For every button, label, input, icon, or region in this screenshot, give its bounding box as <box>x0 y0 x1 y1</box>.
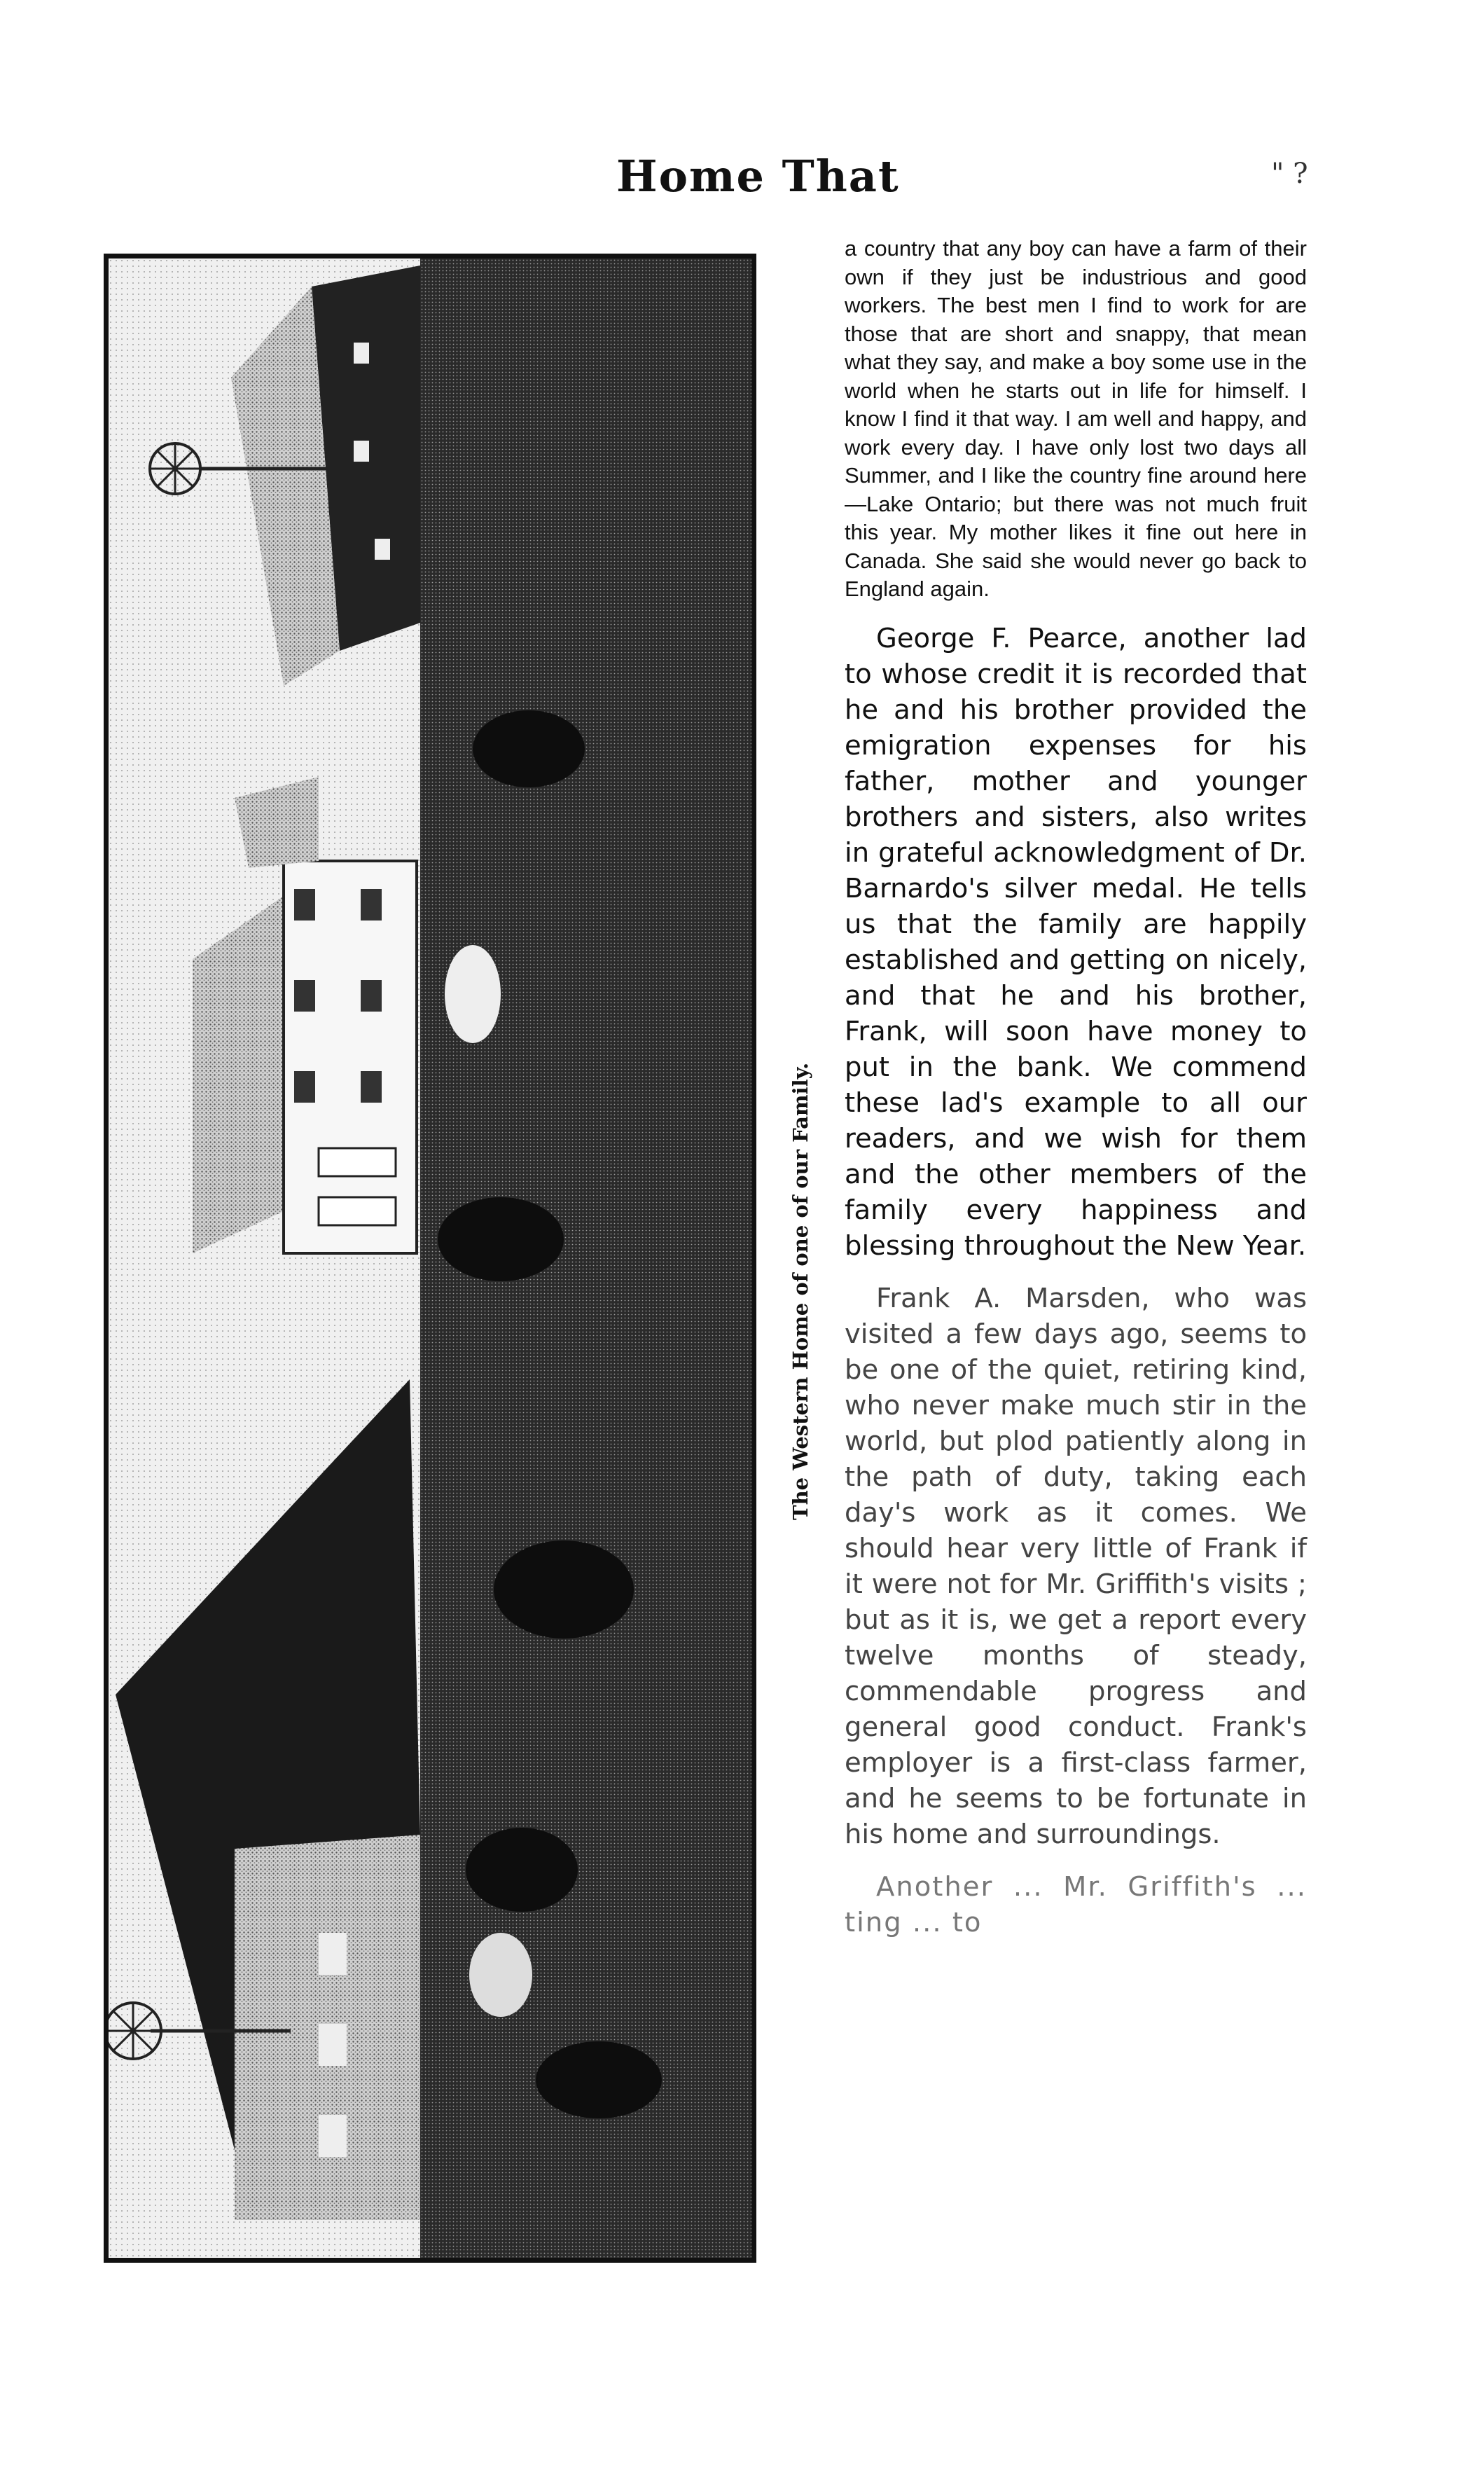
paragraph-letter-continuation: a country that any boy can have a farm of their own if they just be industrious and good workers. The best men I find to work for are those that are short and snappy, that mean what they say, and make a boy some use in the world when he starts out in life for himself. I know I find it that way. I am well and happy, and work every day. I have only lost two days all Summer, and I like the country fine around here—Lake Ontario; but there was not much fruit this year. My mother likes it fine out here in Canada. She said she would never go back to England again. <box>845 236 1307 601</box>
caption-text: The Western Home of one of our Family. <box>789 1062 812 1520</box>
paragraph-frank-marsden: Frank A. Marsden, who was visited a few days ago, seems to be one of the quiet, retiring kind, who never make much stir in the world, but plod patiently along in the path of duty, taking each day's work as it comes. We should hear very little of Frank if it were not for Mr. Griffith's visits ; but as it is, we get a report every twelve months of steady, commendable progress and general good conduct. Frank's employer is a first-class farmer, and he seems to be fortunate in his home and surroundings. <box>845 1282 1307 1850</box>
running-head <box>0 151 1484 214</box>
illustration-caption <box>783 1037 825 1527</box>
farm-engraving <box>109 258 751 2258</box>
paragraph-george-pearce: George F. Pearce, another lad to whose credit it is recorded that he and his brother provided the emigration expenses for his father, mother and younger brothers and sisters, also writes in grateful acknowledgment of Dr. Barnardo's silver medal. He tells us that the family are happily established and getting on nicely, and that he and his brother, Frank, will soon have money to put in the bank. We commend these lad's example to all our readers, and we wish for them and the other members of the family every happiness and blessing throughout the New Year. <box>845 622 1307 1262</box>
page-number: " ? <box>1271 158 1308 190</box>
article-column <box>845 235 1307 1940</box>
running-head-title: Home That <box>616 151 900 202</box>
illustration-plate <box>104 254 756 2263</box>
paragraph-truncated: Another ... Mr. Griffith's ... ting ... to <box>845 1870 1307 1938</box>
